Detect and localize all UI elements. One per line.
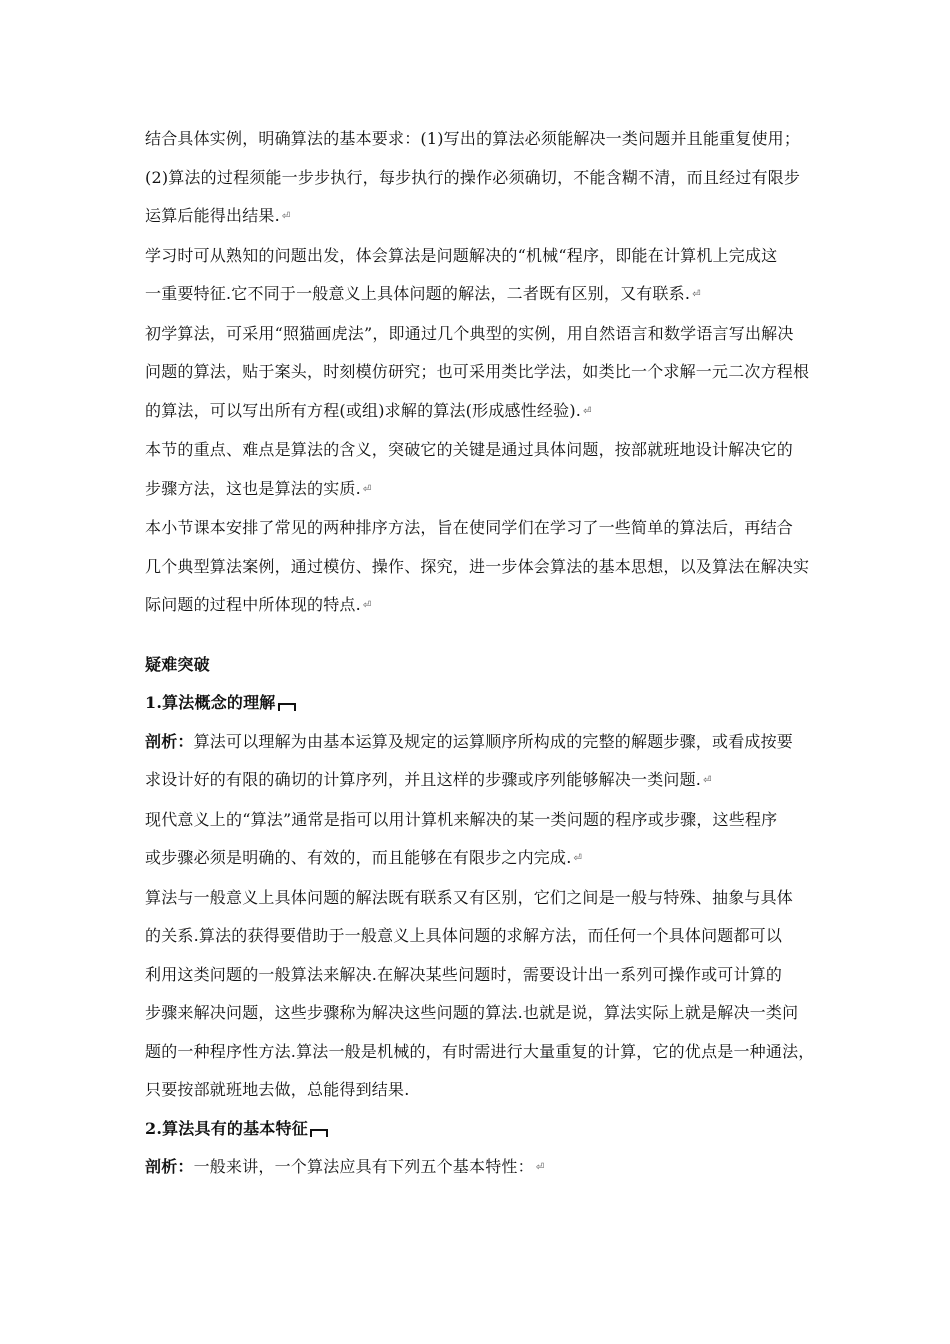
text-span: 本节的重点、难点是算法的含义，突破它的关键是通过具体问题，按部就班地设计解决它的 <box>145 440 794 459</box>
subsection-title-text: 1.算法概念的理解 <box>145 693 276 712</box>
text-line <box>145 839 825 879</box>
text-span: 结合具体实例，明确算法的基本要求：(1)写出的算法必须能解决一类问题并且能重复使用； <box>145 129 801 148</box>
paragraph-mark-icon: ⏎ <box>692 289 701 300</box>
text-line <box>145 1148 825 1188</box>
section-heading: 疑难突破 <box>145 654 210 674</box>
text-line <box>145 994 825 1033</box>
paragraph-mark-icon: ⏎ <box>573 853 583 864</box>
text-line <box>145 315 825 354</box>
text-line <box>145 801 825 840</box>
paragraph-mark-icon: ⏎ <box>362 600 372 611</box>
analysis-label: 剖析： <box>145 1157 194 1176</box>
text-line <box>145 548 825 587</box>
section-gap <box>145 626 825 646</box>
analysis-label: 剖析： <box>145 731 194 751</box>
text-line <box>145 392 825 432</box>
text-line <box>145 353 825 392</box>
heading-mark-icon <box>278 703 296 711</box>
paragraph-mark-icon: ⏎ <box>362 483 372 495</box>
text-line <box>145 586 825 626</box>
subsection-title <box>145 684 825 723</box>
text-span: 步骤来解决问题，这些步骤称为解决这些问题的算法.也就是说，算法实际上就是解决一类问 <box>145 1003 799 1022</box>
text-span: 本小节课本安排了常见的两种排序方法，旨在使同学们在学习了一些简单的算法后，再结合 <box>145 518 794 537</box>
text-span: 几个典型算法案例，通过模仿、操作、探究，进一步体会算法的基本思想，以及算法在解决实 <box>145 556 810 576</box>
text-span: 学习时可从熟知的问题出发，体会算法是问题解决的“机械“程序，即能在计算机上完成这 <box>145 245 778 265</box>
paragraph-mark-icon: ⏎ <box>535 1162 545 1173</box>
text-span: 算法可以理解为由基本运算及规定的运算顺序所构成的完整的解题步骤，或看成按要 <box>193 731 794 751</box>
text-line <box>145 956 825 995</box>
paragraph-mark-icon: ⏎ <box>703 775 712 786</box>
text-line <box>145 275 825 315</box>
text-span: 或步骤必须是明确的、有效的，而且能够在有限步之内完成. <box>145 848 572 867</box>
text-line <box>145 470 825 510</box>
text-line <box>145 509 825 548</box>
text-span: (2)算法的过程须能一步步执行，每步执行的操作必须确切，不能含糊不清，而且经过有限步 <box>145 167 801 187</box>
text-span: 步骤方法，这也是算法的实质. <box>145 478 361 498</box>
subsection-title <box>145 1110 825 1149</box>
text-span: 只要按部就班地去做，总能得到结果. <box>145 1080 410 1099</box>
text-line <box>145 917 825 956</box>
text-line <box>145 1033 825 1072</box>
text-span: 利用这类问题的一般算法来解决.在解决某些问题时，需要设计出一系列可操作或可计算的 <box>145 964 783 984</box>
text-line <box>145 431 825 470</box>
text-line <box>145 197 825 237</box>
text-line <box>145 159 825 198</box>
document-page <box>145 120 825 1188</box>
text-line <box>145 761 825 801</box>
text-line <box>145 237 825 276</box>
text-span: 题的一种程序性方法.算法一般是机械的，有时需进行大量重复的计算，它的优点是一种通法， <box>145 1041 815 1061</box>
paragraph-mark-icon: ⏎ <box>583 405 592 417</box>
text-span: 算法与一般意义上具体问题的解法既有联系又有区别，它们之间是一般与特殊、抽象与具体 <box>145 887 794 907</box>
text-line <box>145 1071 825 1110</box>
text-span: 初学算法，可采用“照猫画虎法”，即通过几个典型的实例，用自然语言和数学语言写出解决 <box>145 323 794 343</box>
text-span: 求设计好的有限的确切的计算序列，并且这样的步骤或序列能够解决一类问题. <box>145 770 702 789</box>
text-span: 际问题的过程中所体现的特点. <box>145 595 361 614</box>
text-span: 一重要特征.它不同于一般意义上具体问题的解法，二者既有区别，又有联系. <box>145 284 691 303</box>
text-line <box>145 120 825 159</box>
text-span: 一般来讲，一个算法应具有下列五个基本特性： <box>193 1157 534 1176</box>
text-span: 问题的算法，贴于案头，时刻模仿研究；也可采用类比学法，如类比一个求解一元二次方程根 <box>145 362 810 381</box>
heading-mark-icon <box>310 1129 328 1137</box>
text-span: 运算后能得出结果. <box>145 206 280 225</box>
subsection-title-text: 2.算法具有的基本特征 <box>145 1118 308 1138</box>
text-span: 的算法，可以写出所有方程(或组)求解的算法(形成感性经验). <box>145 400 582 420</box>
text-span: 的关系.算法的获得要借助于一般意义上具体问题的求解方法，而任何一个具体问题都可以 <box>145 926 783 945</box>
paragraph-mark-icon: ⏎ <box>281 211 291 222</box>
text-span: 现代意义上的“算法”通常是指可以用计算机来解决的某一类问题的程序或步骤，这些程序 <box>145 809 778 829</box>
text-line <box>145 723 825 762</box>
text-line <box>145 879 825 918</box>
